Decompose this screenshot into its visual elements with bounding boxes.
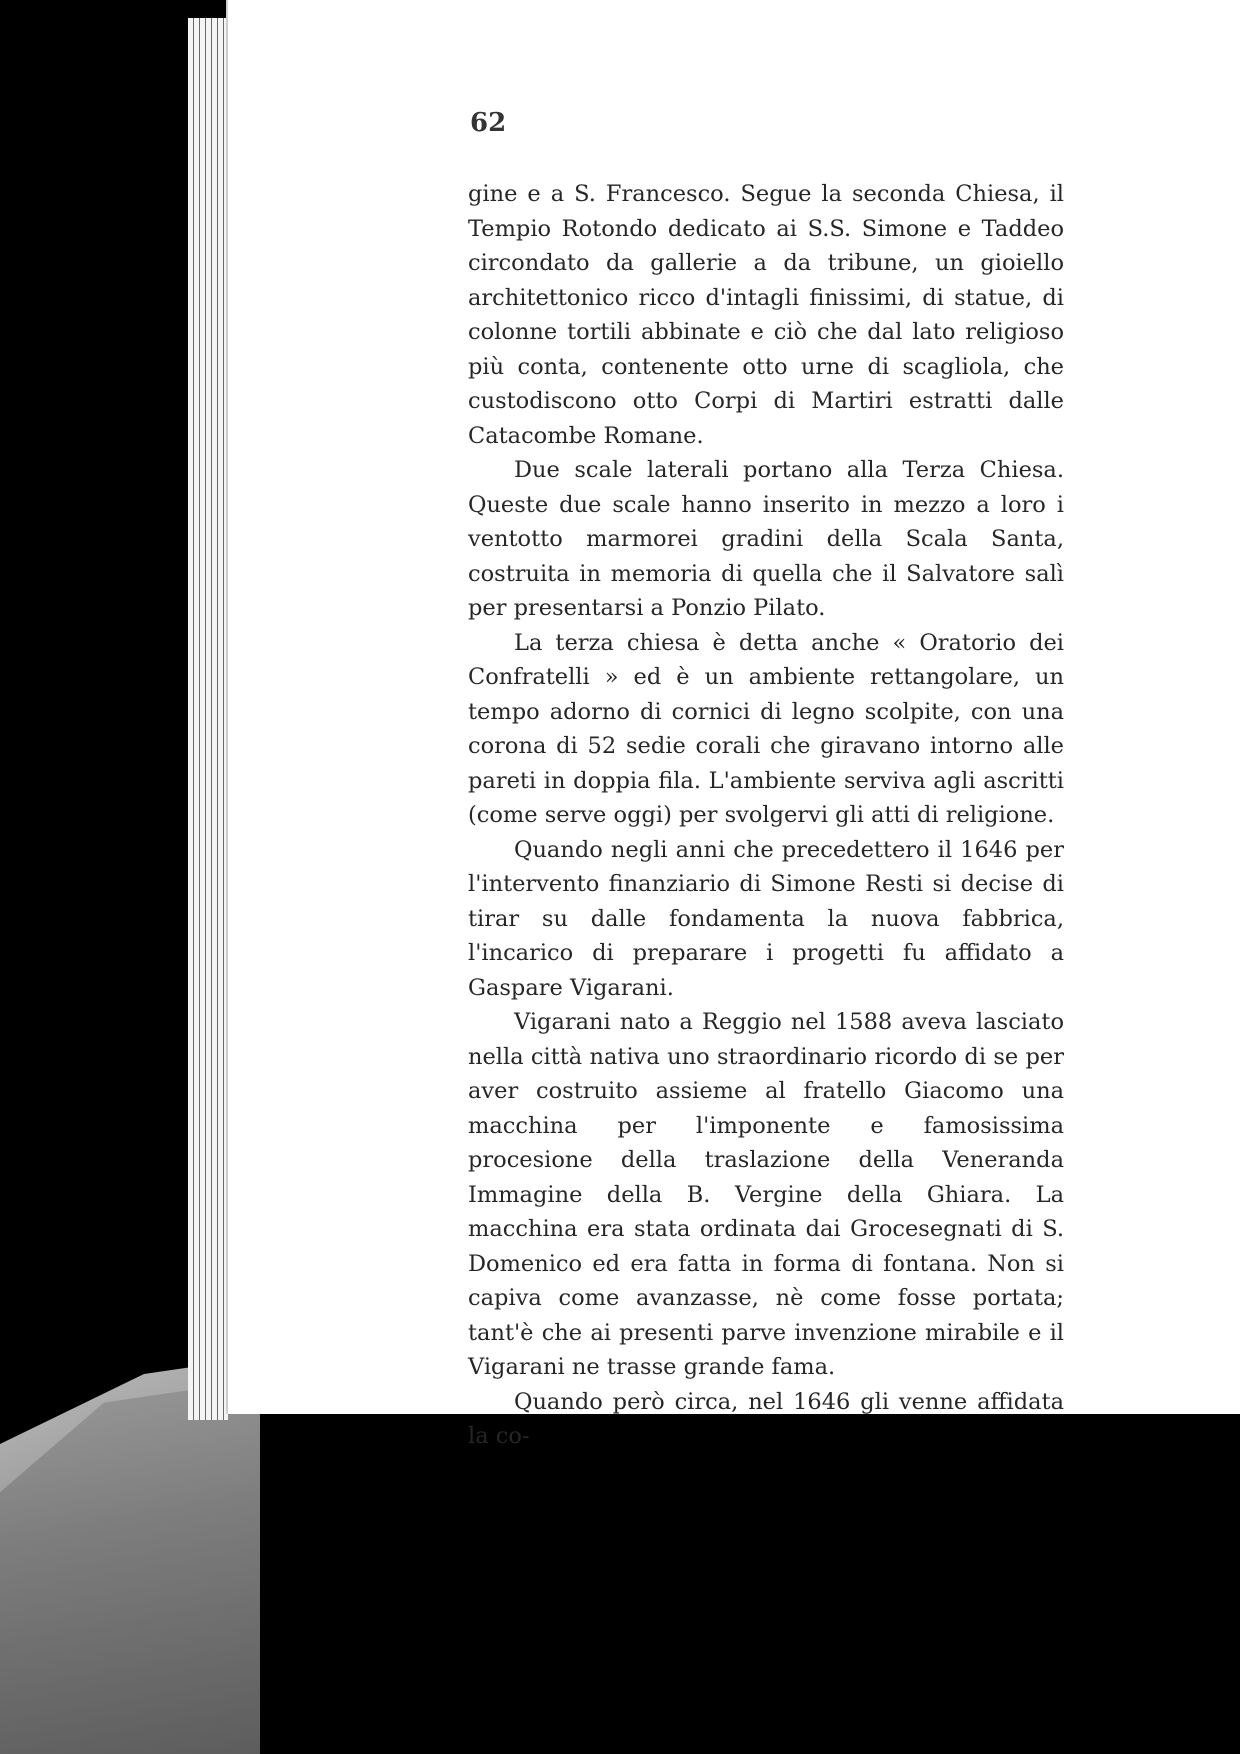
paragraph-6: Quando però circa, nel 1646 gli venne affidata la co- [468,1388,1064,1449]
paragraph-2: Due scale laterali portano alla Terza Chiesa. Queste due scale hanno inserito in mezzo a loro i ventotto marmorei gradini della Scala Santa, costruita in memoria di quella che il Salvatore salì per presentarsi a Ponzio Pilato. [468,457,1064,621]
paragraph-1: gine e a S. Francesco. Segue la seconda Chiesa, il Tempio Rotondo dedicato ai S.S. Simone e Taddeo circondato da gallerie a da tribune, un gioiello architettonico ricco d'intagli finissimi, di statue, di colonne tortili abbinate e ciò che dal lato religioso più conta, contenente otto urne di scagliola, che custodiscono otto Corpi di Martiri estratti dalle Catacombe Romane. [468,181,1064,449]
paragraph-4: Quando negli anni che precedettero il 1646 per l'intervento finanziario di Simone Resti si decise di tirar su dalle fondamenta la nuova fabbrica, l'incarico di preparare i progetti fu affidato a Gaspare Vigarani. [468,836,1064,1001]
page-number: 62 [470,108,507,138]
paragraph-3: La terza chiesa è detta anche « Oratorio dei Confratelli » ed è un ambiente rettangolare, un tempo adorno di cornici di legno scolpite, con una corona di 52 sedie corali che giravano intorno alle pareti in doppia fila. L'ambiente serviva agli ascritti (come serve oggi) per svolgervi gli atti di religione. [468,629,1064,828]
paragraph-5: Vigarani nato a Reggio nel 1588 aveva lasciato nella città nativa uno straordinario ricordo di se per aver costruito assieme al fratello Giacomo una macchina per l'imponente e famosissima procesione della traslazione della Veneranda Immagine della B. Vergine della Ghiara. La macchina era stata ordinata dai Grocesegnati di S. Domenico ed era fatta in forma di fontana. Non si capiva come avanzasse, nè come fosse portata; tant'è che ai presenti parve invenzione mirabile e il Vigarani ne trasse grande fama. [468,1009,1064,1380]
page-stack-edge [188,18,228,1420]
body-text [468,177,1064,1454]
